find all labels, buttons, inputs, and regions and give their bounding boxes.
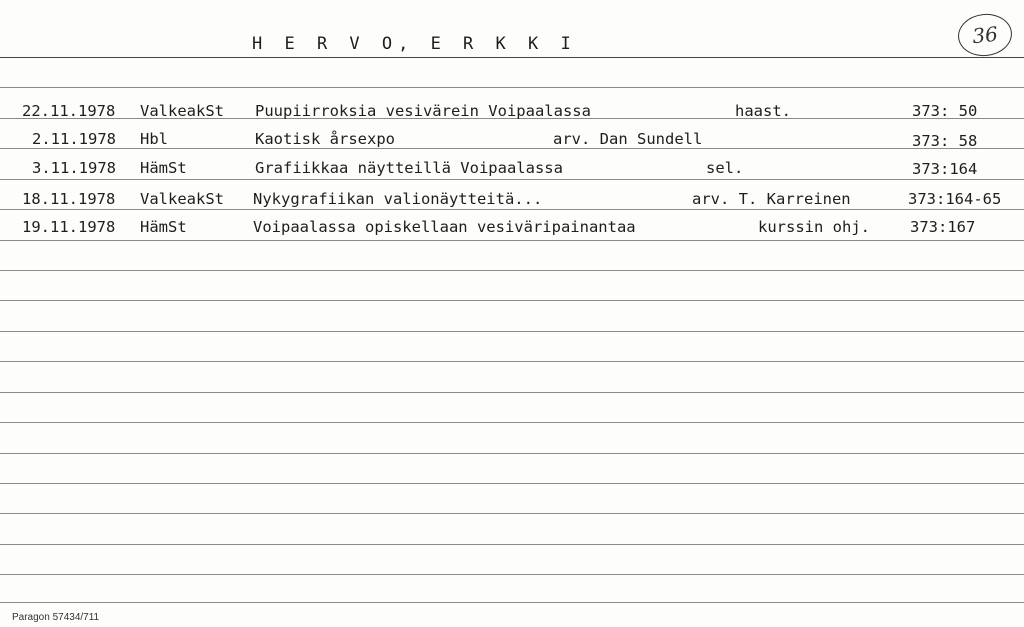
entry-date: 2.11.1978	[32, 130, 116, 148]
ruled-line	[0, 483, 1024, 484]
entry-note: arv. T. Karreinen	[692, 190, 851, 208]
card-number-circle	[956, 11, 1014, 58]
ruled-line	[0, 270, 1024, 271]
ruled-line	[0, 300, 1024, 301]
entry-date: 3.11.1978	[32, 159, 116, 177]
ruled-line	[0, 179, 1024, 180]
ruled-line	[0, 331, 1024, 332]
entry-title: Voipaalassa opiskellaan vesiväripainantaa	[253, 218, 636, 236]
entry-source: Hbl	[140, 130, 168, 148]
card-header-name: H E R V O, E R K K I	[252, 34, 577, 54]
entry-source: HämSt	[140, 218, 187, 236]
entry-note: sel.	[706, 159, 744, 177]
entry-source: ValkeakSt	[140, 102, 224, 120]
ruled-line	[0, 453, 1024, 454]
ruled-line	[0, 422, 1024, 423]
entry-note: arv. Dan Sundell	[553, 130, 703, 148]
ruled-line	[0, 148, 1024, 149]
ruled-line	[0, 513, 1024, 514]
ruled-line	[0, 361, 1024, 362]
ruled-line	[0, 392, 1024, 393]
ruled-line	[0, 240, 1024, 241]
entry-date: 19.11.1978	[22, 218, 116, 236]
ruled-line	[0, 574, 1024, 575]
entry-ref: 373: 50	[912, 102, 978, 120]
ruled-line	[0, 602, 1024, 603]
entry-ref: 373:164-65	[908, 190, 1002, 208]
ruled-line	[0, 87, 1024, 88]
header-rule	[0, 57, 1024, 58]
entry-date: 22.11.1978	[22, 102, 116, 120]
printer-imprint: Paragon 57434/711	[12, 612, 100, 623]
ruled-line	[0, 209, 1024, 210]
entry-title: Kaotisk årsexpo	[255, 130, 395, 148]
entry-title: Nykygrafiikan valionäytteitä...	[253, 190, 543, 208]
entry-note: haast.	[735, 102, 791, 120]
entry-title: Puupiirroksia vesivärein Voipaalassa	[255, 102, 591, 120]
entry-ref: 373:164	[912, 160, 978, 178]
entry-note: kurssin ohj.	[758, 218, 870, 236]
card-number: 36	[971, 21, 999, 49]
entry-source: ValkeakSt	[140, 190, 224, 208]
entry-title: Grafiikkaa näytteillä Voipaalassa	[255, 159, 563, 177]
entry-source: HämSt	[140, 159, 187, 177]
entry-date: 18.11.1978	[22, 190, 116, 208]
ruled-line	[0, 544, 1024, 545]
entry-ref: 373:167	[910, 218, 976, 236]
entry-ref: 373: 58	[912, 132, 978, 150]
